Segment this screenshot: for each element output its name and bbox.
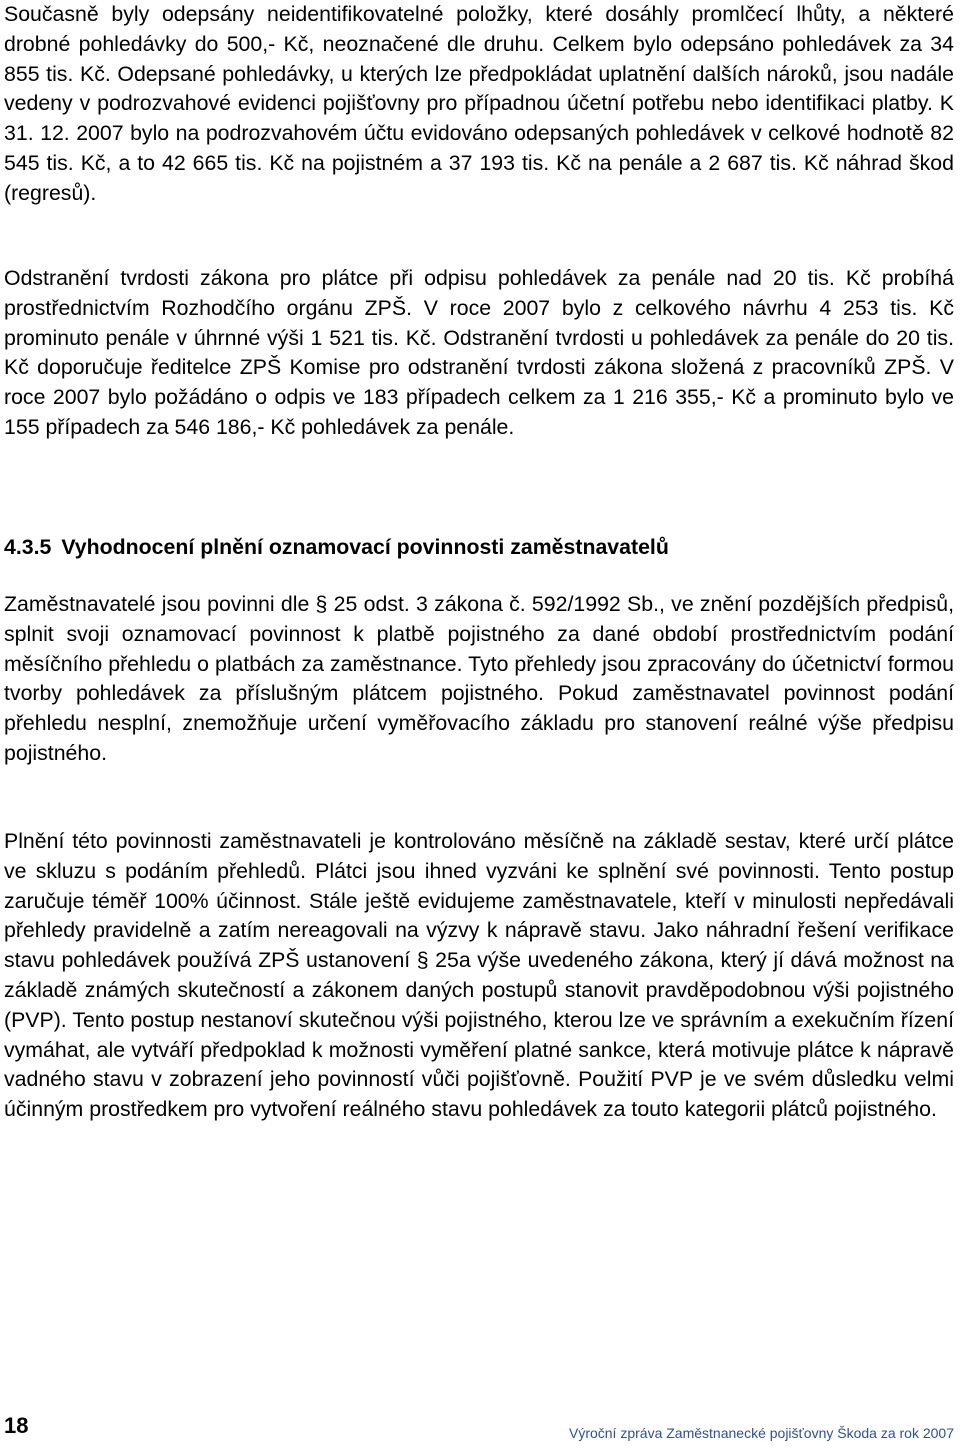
paragraph-write-offs: Současně byly odepsány neidentifikovatelné položky, které dosáhly promlčecí lhůty, a některé drobné pohledávky do 500,- Kč, neoznačené dle druhu. Celkem bylo odepsáno pohledávek za 34 855 tis. Kč. Odepsané pohledávky, u kterých lze předpokládat uplatnění dalších nároků, jsou nadále vedeny v podrozvahové evidenci pojišťovny pro případnou účetní potřebu nebo identifikaci platby. K 31. 12. 2007 bylo na podrozvahovém účtu evidováno odepsaných pohledávek v celkové hodnotě 82 545 tis. Kč, a to 42 665 tis. Kč na pojistném a 37 193 tis. Kč na penále a 2 687 tis. Kč náhrad škod (regresů). — [4, 2, 954, 205]
section-heading — [4, 533, 954, 563]
paragraph-hardship-removal: Odstranění tvrdosti zákona pro plátce při odpisu pohledávek za penále nad 20 tis. Kč probíhá prostřednictvím Rozhodčího orgánu ZPŠ. V roce 2007 bylo z celkového návrhu 4 253 tis. Kč prominuto penále v úhrnné výši 1 521 tis. Kč. Odstranění tvrdosti u pohledávek za penále do 20 tis. Kč doporučuje ředitelce ZPŠ Komise pro odstranění tvrdosti zákona složená z pracovníků ZPŠ. V roce 2007 bylo požádáno o odpis ve 183 případech celkem za 1 216 355,- Kč a prominuto bylo ve 155 případech za 546 186,- Kč pohledávek za penále. — [4, 266, 954, 439]
page-footer — [4, 1410, 954, 1444]
page-number: 18 — [4, 1413, 29, 1438]
paragraph-reporting-duty: Zaměstnavatelé jsou povinni dle § 25 odst. 3 zákona č. 592/1992 Sb., ve znění pozdějších předpisů, splnit svoji oznamovací povinnost k platbě pojistného za dané období prostřednictvím podání měsíčního přehledu o platbách za zaměstnance. Tyto přehledy jsou zpracovány do účetnictví formou tvorby pohledávek za příslušným plátcem pojistného. Pokud zaměstnavatel povinnost podání přehledu nesplní, znemožňuje určení vyměřovacího základu pro stanovení reálné výše předpisu pojistného. — [4, 592, 954, 765]
footer-report-title: Výroční zpráva Zaměstnanecké pojišťovny Škoda za rok 2007 — [568, 1425, 954, 1441]
paragraph-duty-control: Plnění této povinnosti zaměstnavateli je kontrolováno měsíčně na základě sestav, které určí plátce ve skluzu s podáním přehledů. Plátci jsou ihned vyzváni ke splnění své povinnosti. Tento postup zaručuje téměř 100% účinnost. Stále ještě evidujeme zaměstnavatele, kteří v minulosti nepředávali přehledy pravidelně a zatím nereagovali na výzvy k nápravě stavu. Jako náhradní řešení verifikace stavu pohledávek používá ZPŠ ustanovení § 25a výše uvedeného zákona, který jí dává možnost na základě známých skutečností a zákonem daných postupů stanovit pravděpodobnou výši pojistného (PVP). Tento postup nestanoví skutečnou výši pojistného, kterou lze ve správním a exekučním řízení vymáhat, ale vytváří předpoklad k možnosti vyměření platné sankce, která motivuje plátce k nápravě vadného stavu v zobrazení jeho povinností vůči pojišťovně. Použití PVP je ve svém důsledku velmi účinným prostředkem pro vytvoření reálného stavu pohledávek za touto kategorii plátců pojistného. — [4, 829, 954, 1122]
section-title: Vyhodnocení plnění oznamovací povinnosti zaměstnavatelů — [61, 535, 669, 559]
section-number: 4.3.5 — [4, 535, 52, 559]
